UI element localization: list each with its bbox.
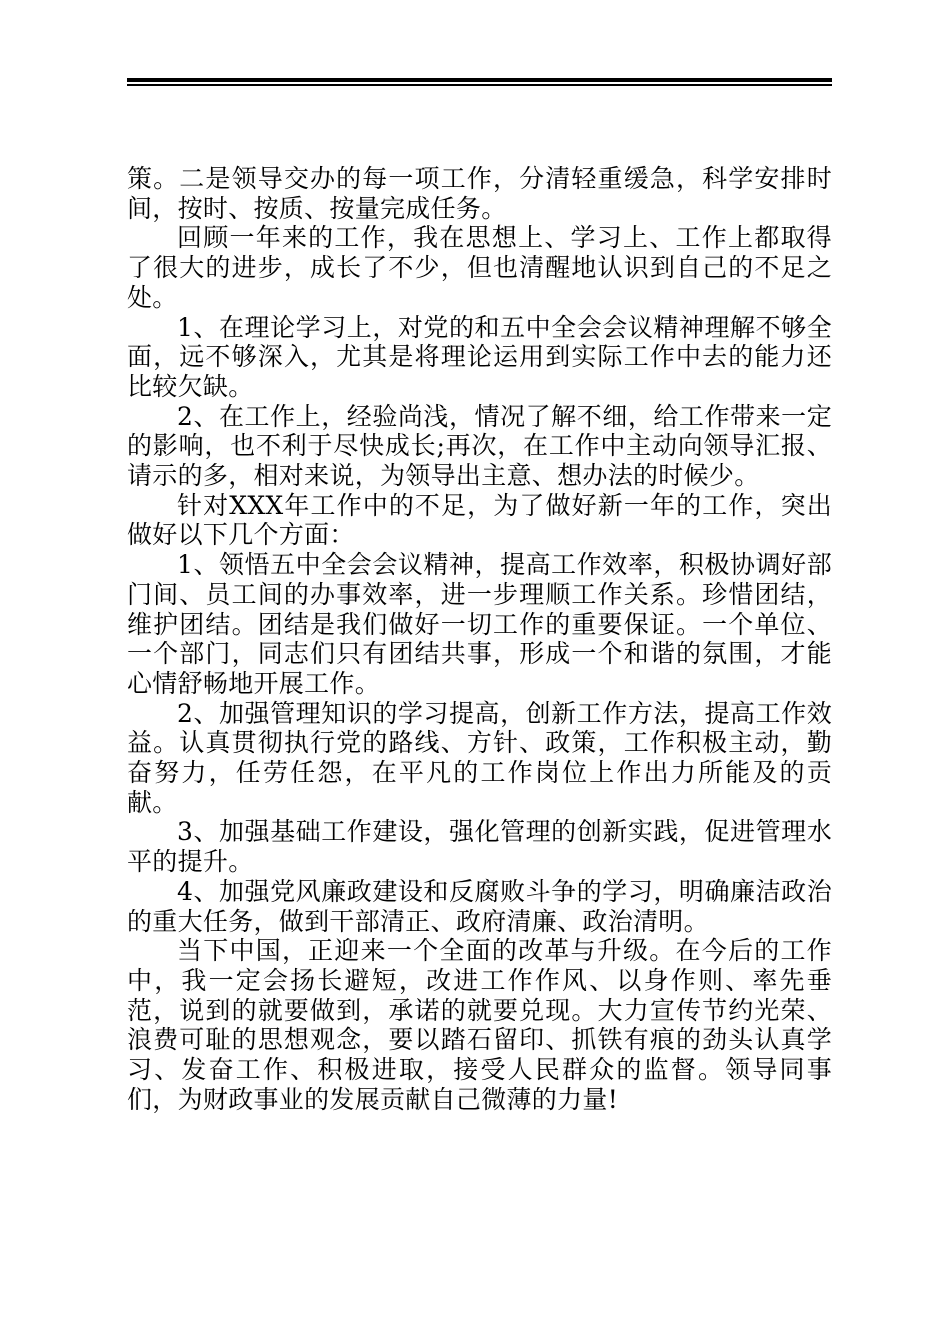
- document-body: [127, 164, 832, 1115]
- paragraph-conclusion: 当下中国，正迎来一个全面的改革与升级。在今后的工作中，我一定会扬长避短，改进工作作风、以身作则、率先垂范，说到的就要做到，承诺的就要兑现。大力宣传节约光荣、浪费可耻的思想观念，要以踏石留印、抓铁有痕的劲头认真学习、发奋工作、积极进取，接受人民群众的监督。领导同事们，为财政事业的发展贡献自己微薄的力量!: [127, 936, 832, 1114]
- paragraph-shortcoming-2: 2、在工作上，经验尚浅，情况了解不细，给工作带来一定的影响，也不利于尽快成长;再次，在工作中主动向领导汇报、请示的多，相对来说，为领导出主意、想办法的时候少。: [127, 401, 832, 491]
- paragraph-review: 回顾一年来的工作，我在思想上、学习上、工作上都取得了很大的进步，成长了不少，但也清醒地认识到自己的不足之处。: [127, 223, 832, 312]
- paragraph-plan-intro: 针对XXX年工作中的不足，为了做好新一年的工作，突出做好以下几个方面：: [127, 490, 832, 550]
- paragraph-continued: 策。二是领导交办的每一项工作，分清轻重缓急，科学安排时间，按时、按质、按量完成任务。: [127, 164, 832, 223]
- paragraph-plan-2: 2、加强管理知识的学习提高，创新工作方法，提高工作效益。认真贯彻执行党的路线、方针、政策，工作积极主动，勤奋努力，任劳任怨，在平凡的工作岗位上作出力所能及的贡献。: [127, 698, 832, 817]
- paragraph-shortcoming-1: 1、在理论学习上，对党的和五中全会会议精神理解不够全面，远不够深入，尤其是将理论运用到实际工作中去的能力还比较欠缺。: [127, 312, 832, 401]
- header-rule-thick: [127, 78, 832, 82]
- paragraph-plan-4: 4、加强党风廉政建设和反腐败斗争的学习，明确廉洁政治的重大任务，做到干部清正、政府清廉、政治清明。: [127, 876, 832, 936]
- header-rule-thin: [127, 84, 832, 86]
- header-double-rule: [127, 78, 832, 86]
- paragraph-plan-3: 3、加强基础工作建设，强化管理的创新实践，促进管理水平的提升。: [127, 817, 832, 877]
- paragraph-plan-1: 1、领悟五中全会会议精神，提高工作效率，积极协调好部门间、员工间的办事效率，进一步理顺工作关系。珍惜团结，维护团结。团结是我们做好一切工作的重要保证。一个单位、一个部门，同志们只有团结共事，形成一个和谐的氛围，才能心情舒畅地开展工作。: [127, 550, 832, 698]
